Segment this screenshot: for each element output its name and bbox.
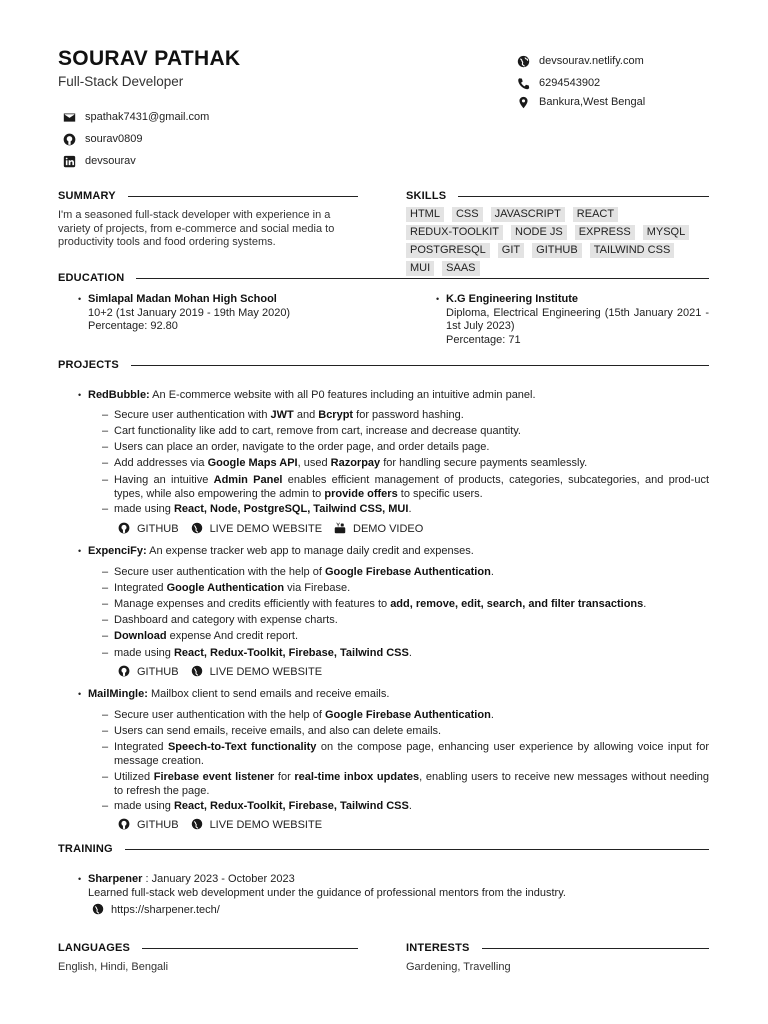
training-rule	[125, 849, 709, 850]
project-bullet: – made using React, Redux-Toolkit, Firebase, Tailwind CSS.	[114, 800, 709, 814]
training-period: : January 2023 - October 2023	[142, 873, 295, 885]
school-detail: 10+2 (1st January 2019 - 19th May 2020)	[88, 306, 291, 319]
project-title	[88, 389, 709, 403]
skills-list	[406, 207, 706, 279]
training-url[interactable]: https://sharpener.tech/	[111, 903, 220, 916]
globe-icon	[191, 665, 204, 678]
projects-heading: PROJECTS	[58, 359, 709, 371]
youtube-icon	[334, 522, 347, 535]
summary-rule	[128, 196, 358, 197]
skill-chip: GITHUB	[532, 243, 582, 258]
project-bullet: – Having an intuitive Admin Panel enables efficient management of products, categories, subcategories, and prod-uct types, while also empowering the admin to provide offers to specific users.	[114, 474, 709, 501]
project-bullet: – Utilized Firebase event listener for real-time inbox updates, enabling users to receive new messages without needing to refresh the page.	[114, 771, 709, 798]
project-bullet: – Secure user authentication with the help of Google Firebase Authentication.	[114, 709, 709, 723]
github-link[interactable]: GITHUB	[137, 522, 179, 535]
languages-text: English, Hindi, Bengali	[58, 961, 169, 973]
website-contact[interactable]	[516, 54, 644, 68]
skill-chip: NODE JS	[511, 225, 567, 240]
globe-icon	[92, 903, 105, 916]
globe-icon	[191, 818, 204, 831]
phone-icon	[516, 76, 530, 90]
github-text[interactable]: sourav0809	[85, 133, 143, 145]
education-rule	[136, 278, 709, 279]
project-desc: Mailbox client to send emails and receive emails.	[147, 688, 390, 700]
github-icon	[118, 522, 131, 535]
skill-chip: JAVASCRIPT	[491, 207, 565, 222]
project-bullet: – Users can place an order, navigate to the order page, and order details page.	[114, 441, 709, 455]
linkedin-icon	[62, 154, 76, 168]
interests-rule	[482, 948, 709, 949]
skill-chip: HTML	[406, 207, 444, 222]
languages-heading: LANGUAGES	[58, 942, 358, 954]
live-demo-link[interactable]: LIVE DEMO WEBSITE	[209, 665, 323, 678]
skill-chip: MUI	[406, 261, 434, 276]
training-text: Learned full-stack web development under the guidance of professional mentors from the industry.	[88, 887, 566, 899]
skill-chip: CSS	[452, 207, 483, 222]
project-desc: An expense tracker web app to manage daily credit and expenses.	[146, 545, 474, 557]
live-demo-link[interactable]: LIVE DEMO WEBSITE	[209, 818, 323, 831]
school-name: • Simlapal Madan Mohan High School	[88, 293, 277, 305]
map-pin-icon	[516, 95, 530, 109]
summary-text: I'm a seasoned full-stack developer with experience in a variety of projects, from e-commerce and social media to productivity tools and food ordering systems.	[58, 209, 335, 248]
envelope-icon	[62, 110, 76, 124]
project-links	[118, 818, 322, 831]
github-link[interactable]: GITHUB	[137, 818, 179, 831]
education-entry	[88, 293, 378, 334]
school-name: • K.G Engineering Institute	[446, 293, 579, 305]
github-icon	[118, 665, 131, 678]
project-name: MailMingle:	[88, 688, 148, 700]
training-link[interactable]	[92, 903, 220, 916]
project-bullet: – Secure user authentication with the help of Google Firebase Authentication.	[114, 566, 709, 580]
interests-text: Gardening, Travelling	[406, 961, 511, 973]
globe-icon	[516, 54, 530, 68]
location-text: Bankura,West Bengal	[539, 96, 646, 108]
training-org: Sharpener	[88, 873, 143, 885]
linkedin-text[interactable]: devsourav	[85, 155, 136, 167]
interests-heading: INTERESTS	[406, 942, 709, 954]
skill-chip: POSTGRESQL	[406, 243, 490, 258]
project-bullet: – made using React, Redux-Toolkit, Firebase, Tailwind CSS.	[114, 647, 709, 661]
project-bullet: – made using React, Node, PostgreSQL, Tailwind CSS, MUI.	[114, 503, 709, 517]
skill-chip: MYSQL	[643, 225, 690, 240]
education-heading: EDUCATION	[58, 272, 709, 284]
projects-rule	[131, 365, 709, 366]
skills-heading: SKILLS	[406, 190, 709, 202]
project-bullet: – Integrated Google Authentication via Firebase.	[114, 582, 709, 596]
languages-rule	[142, 948, 358, 949]
linkedin-contact[interactable]	[62, 154, 136, 168]
github-contact[interactable]	[62, 132, 143, 146]
phone-contact[interactable]	[516, 76, 600, 90]
project-bullet: – Add addresses via Google Maps API, used Razorpay for handling secure payments seamlessly.	[114, 457, 709, 471]
project-bullet: – Cart functionality like add to cart, remove from cart, increase and decrease quantity.	[114, 425, 709, 439]
project-links	[118, 522, 423, 535]
skill-chip: REACT	[573, 207, 618, 222]
skill-chip: GIT	[498, 243, 524, 258]
summary-heading: SUMMARY	[58, 190, 358, 202]
school-score: Percentage: 92.80	[88, 320, 178, 332]
skill-chip: TAILWIND CSS	[590, 243, 675, 258]
globe-icon	[191, 522, 204, 535]
location-contact	[516, 95, 645, 109]
project-links	[118, 665, 322, 678]
skills-rule	[458, 196, 709, 197]
project-bullet: – Download expense And credit report.	[114, 630, 709, 644]
project-title	[88, 688, 709, 702]
live-demo-link[interactable]: LIVE DEMO WEBSITE	[209, 522, 323, 535]
education-entry	[446, 293, 709, 347]
email-text[interactable]: spathak7431@gmail.com	[85, 111, 210, 123]
skill-chip: SAAS	[442, 261, 479, 276]
project-bullet: – Users can send emails, receive emails, and also can delete emails.	[114, 725, 709, 739]
project-bullet: – Manage expenses and credits efficiently with features to add, remove, edit, search, and filter transactions.	[114, 598, 709, 612]
project-bullet: – Dashboard and category with expense charts.	[114, 614, 709, 628]
school-detail: Diploma, Electrical Engineering (15th January 2021 - 1st July 2023)	[446, 306, 709, 332]
project-name: ExpenciFy:	[88, 545, 147, 557]
project-desc: An E-commerce website with all P0 features including an intuitive admin panel.	[149, 389, 536, 401]
project-bullet: – Integrated Speech-to-Text functionality on the compose page, enhancing user experience by allowing voice input for message creation.	[114, 741, 709, 768]
project-bullet: – Secure user authentication with JWT and Bcrypt for password hashing.	[114, 409, 709, 423]
website-text[interactable]: devsourav.netlify.com	[539, 55, 644, 67]
phone-text[interactable]: 6294543902	[539, 77, 601, 89]
github-icon	[118, 818, 131, 831]
email-contact[interactable]	[62, 110, 209, 124]
project-title	[88, 545, 709, 559]
github-link[interactable]: GITHUB	[137, 665, 179, 678]
github-icon	[62, 132, 76, 146]
candidate-role: Full-Stack Developer	[58, 74, 184, 89]
skill-chip: REDUX-TOOLKIT	[406, 225, 503, 240]
school-score: Percentage: 71	[446, 333, 521, 346]
training-entry	[88, 873, 709, 887]
demo-video-link[interactable]: DEMO VIDEO	[353, 522, 424, 535]
candidate-name: SOURAV PATHAK	[58, 47, 241, 70]
training-heading: TRAINING	[58, 843, 709, 855]
project-name: RedBubble:	[88, 389, 150, 401]
skill-chip: EXPRESS	[575, 225, 635, 240]
